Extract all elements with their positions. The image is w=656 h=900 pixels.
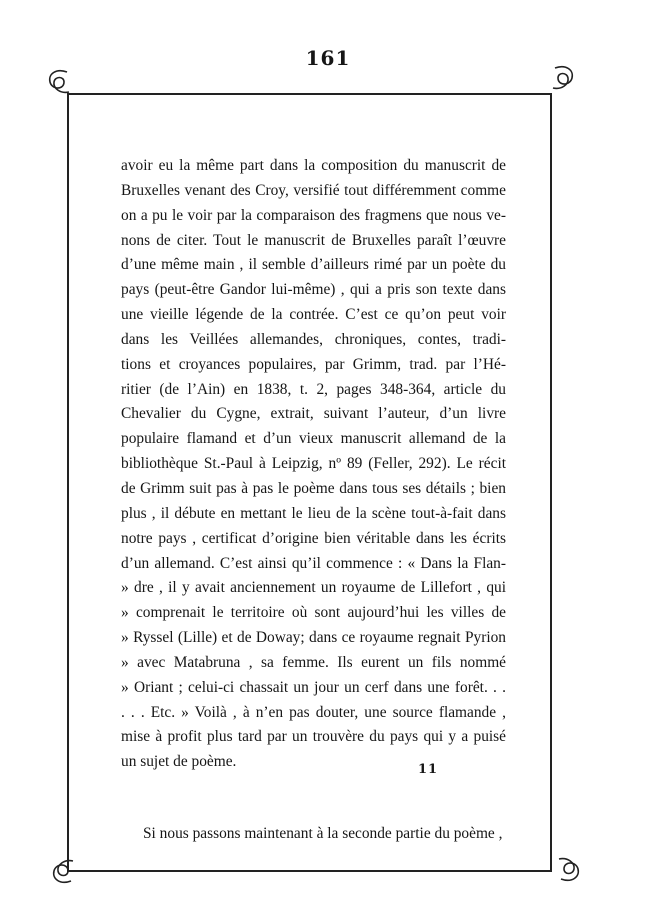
paragraph-main (121, 154, 506, 775)
flourish-bottom-right-icon (556, 855, 586, 885)
signature-mark: 11 (418, 762, 439, 777)
flourish-bottom-left-icon (46, 857, 76, 887)
text-line: d’une même main , il semble d’ailleurs rimé par un poète du (121, 256, 506, 274)
text-line: Chevalier du Cygne, extrait, suivant l’auteur, d’un livre (121, 405, 506, 423)
text-line: » avec Matabruna , sa femme. Ils eurent un fils nommé (121, 653, 506, 671)
text-line: une vieille légende de la contrée. C’est ce qu’on peut voir (121, 306, 506, 324)
text-line: nons de citer. Tout le manuscrit de Bruxelles paraît l’œuvre (121, 231, 506, 249)
text-line: Si nous passons maintenant à la seconde partie du poème , (143, 825, 503, 843)
paragraph-second (121, 822, 506, 847)
text-line: » dre , il y avait anciennement un royaume de Lillefort , qui (121, 579, 506, 597)
body-text (121, 154, 506, 847)
text-line: d’un allemand. C’est ainsi qu’il commence : « Dans la Flan- (121, 554, 506, 572)
text-line: avoir eu la même part dans la composition du manuscrit de (121, 157, 506, 174)
text-line: Bruxelles venant des Croy, versifié tout différemment comme (121, 181, 506, 199)
text-line: » Oriant ; celui-ci chassait un jour un cerf dans une forêt. . . (121, 678, 506, 696)
text-line: mise à profit plus tard par un trouvère du pays qui y a puisé (121, 728, 506, 746)
text-line: un sujet de poème. (121, 753, 237, 771)
text-line: . . . Etc. » Voilà , à n’en pas douter, une source flamande , (121, 703, 506, 721)
flourish-top-right-icon (550, 62, 580, 92)
text-line: » comprenait le territoire où sont aujourd’hui les villes de (121, 604, 506, 622)
text-line: » Ryssel (Lille) et de Doway; dans ce royaume regnait Pyrion (121, 629, 506, 647)
text-line: ritier (de l’Ain) en 1838, t. 2, pages 348-364, article du (121, 380, 506, 398)
text-line: bibliothèque St.-Paul à Leipzig, nº 89 (Feller, 292). Le récit (121, 455, 506, 473)
flourish-top-left-icon (42, 66, 72, 96)
text-line: dans les Veillées allemandes, chroniques, contes, tradi- (121, 330, 506, 348)
text-line: notre pays , certificat d’origine bien véritable dans les écrits (121, 529, 506, 547)
text-line: de Grimm suit pas à pas le poème dans tous ses détails ; bien (121, 479, 506, 497)
page-number: 161 (305, 46, 351, 70)
text-line: plus , il débute en mettant le lieu de la scène tout-à-fait dans (121, 504, 506, 522)
text-line: tions et croyances populaires, par Grimm, trad. par l’Hé- (121, 355, 506, 373)
text-line: populaire flamand et d’un vieux manuscrit allemand de la (121, 430, 506, 448)
text-line: pays (peut-être Gandor lui-même) , qui a pris son texte dans (121, 281, 506, 299)
text-line: on a pu le voir par la comparaison des fragmens que nous ve- (121, 206, 506, 224)
